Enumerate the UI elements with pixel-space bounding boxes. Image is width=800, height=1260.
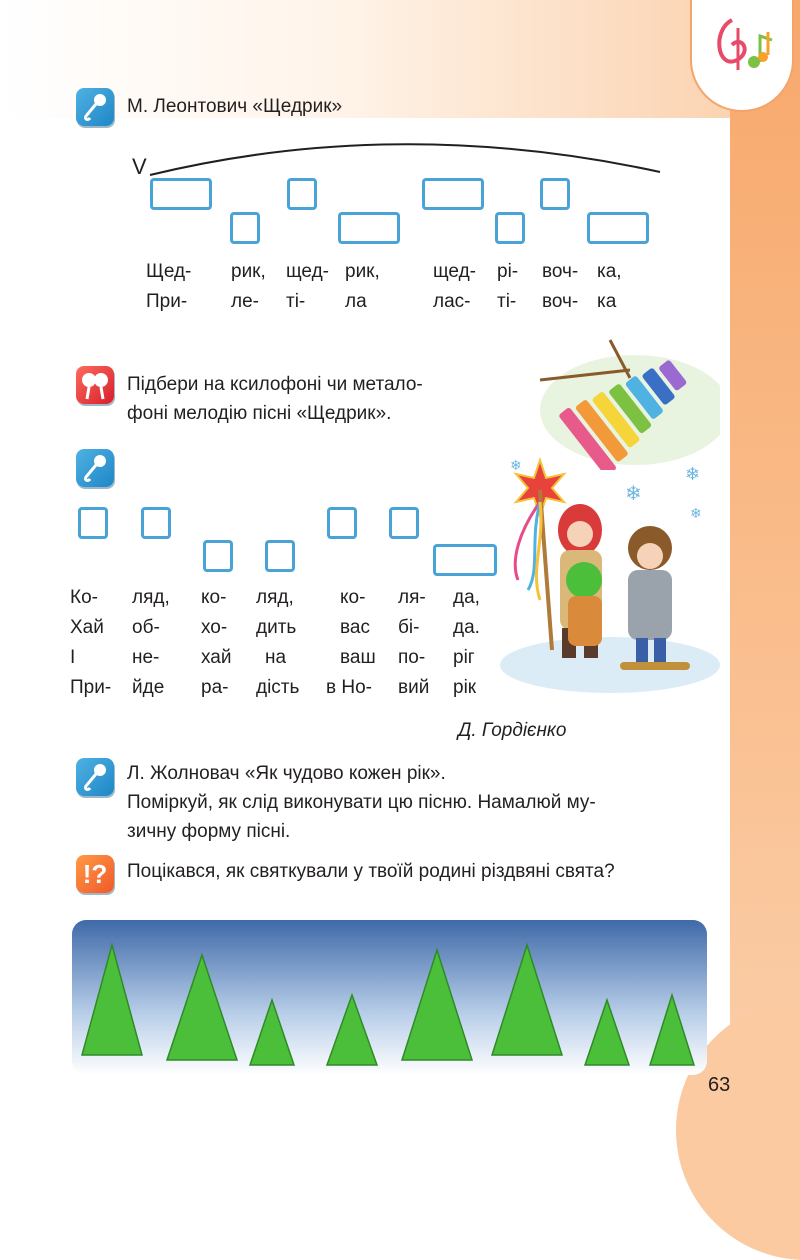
lyric-syllable: ля-: [398, 587, 426, 608]
melody-note: [587, 212, 649, 244]
microphone-icon: [76, 88, 114, 126]
lyric-syllable: І: [70, 647, 76, 668]
lyric-syllable: ті-: [497, 291, 517, 312]
lyric-syllable: ляд,: [256, 587, 294, 608]
lyric-syllable: щед-: [286, 261, 329, 282]
melody-note: [287, 178, 317, 210]
lyric-syllable: об-: [132, 617, 160, 638]
lyric-syllable: на: [265, 647, 287, 668]
lyric-syllable: хо-: [201, 617, 228, 638]
maracas-icon: [76, 366, 114, 404]
xylophone-task-line1: Підбери на ксилофоні чи метало-: [127, 374, 423, 395]
carolers-illustration: [500, 450, 720, 695]
lyric-syllable: При-: [146, 291, 188, 312]
side-band: [730, 0, 800, 1158]
phrase-arc: [148, 130, 668, 180]
task-line: зичну форму пісні.: [127, 821, 291, 842]
melody-note: [203, 540, 233, 572]
task-line: Поміркуй, як слід виконувати цю пісню. Намалюй му-: [127, 792, 596, 813]
melody-note: [338, 212, 400, 244]
svg-text:❄: ❄: [625, 483, 642, 505]
xylophone-illustration: [530, 330, 720, 470]
lyric-syllable: ле-: [231, 291, 259, 312]
melody-note: [327, 507, 357, 539]
lyric-syllable: хай: [201, 647, 232, 668]
svg-text:❄: ❄: [690, 505, 702, 521]
lyric-syllable: рі-: [497, 261, 519, 282]
microphone-icon: [76, 758, 114, 796]
lyric-syllable: ка: [597, 291, 617, 312]
lyric-syllable: не-: [132, 647, 160, 668]
microphone-icon: [76, 449, 114, 487]
lyric-syllable: ла: [345, 291, 367, 312]
lyric-syllable: воч-: [542, 291, 579, 312]
breath-mark: V: [132, 154, 147, 179]
song-title-yak-chudovo: Л. Жолновач «Як чудово кожен рік».: [127, 763, 446, 784]
music-emblem: [690, 0, 794, 112]
lyric-syllable: да.: [453, 617, 480, 638]
lyric-syllable: ко-: [340, 587, 366, 608]
lyric-syllable: вас: [340, 617, 370, 638]
lyric-syllable: ріг: [453, 647, 475, 668]
lyric-syllable: по-: [398, 647, 426, 668]
lyric-syllable: дить: [256, 617, 297, 638]
lyric-syllable: йде: [132, 677, 165, 698]
lyric-syllable: ка,: [597, 261, 622, 282]
lyric-syllable: да,: [453, 587, 480, 608]
melody-note: [495, 212, 525, 244]
winter-forest-illustration: [72, 920, 707, 1075]
lyric-syllable: ваш: [340, 647, 376, 668]
xylophone-task-line2: фоні мелодію пісні «Щедрик».: [127, 403, 392, 424]
lyric-syllable: рік: [453, 677, 477, 698]
lyric-syllable: При-: [70, 677, 112, 698]
question-icon: !?: [76, 855, 114, 893]
svg-text:❄: ❄: [685, 464, 701, 484]
lyric-syllable: ра-: [201, 677, 229, 698]
author-credit: Д. Гордієнко: [458, 720, 567, 741]
lyric-syllable: дість: [256, 677, 300, 698]
lyric-syllable: Хай: [70, 617, 104, 638]
lyric-syllable: воч-: [542, 261, 579, 282]
melody-note: [540, 178, 570, 210]
lyric-syllable: лас-: [433, 291, 471, 312]
melody-note: [141, 507, 171, 539]
melody-note: [389, 507, 419, 539]
lyric-syllable: ко-: [201, 587, 227, 608]
lyric-syllable: рик,: [231, 261, 266, 282]
svg-text:❄: ❄: [510, 457, 522, 473]
melody-note: [230, 212, 260, 244]
song-title-shchedryk: М. Леонтович «Щедрик»: [127, 96, 343, 117]
melody-note: [265, 540, 295, 572]
melody-note: [422, 178, 484, 210]
lyric-syllable: рик,: [345, 261, 380, 282]
lyric-syllable: бі-: [398, 617, 420, 638]
lyric-syllable: вий: [398, 677, 430, 698]
melody-note: [433, 544, 497, 576]
question-text: Поцікався, як святкували у твоїй родині різдвяні свята?: [127, 861, 615, 882]
melody-note: [150, 178, 212, 210]
music-clef-icon: [692, 0, 792, 100]
lyric-syllable: в Но-: [326, 677, 372, 698]
page-number: 63: [708, 1074, 731, 1096]
lyric-syllable: щед-: [433, 261, 476, 282]
lyric-syllable: Щед-: [146, 261, 192, 282]
melody-note: [78, 507, 108, 539]
lyric-syllable: Ко-: [70, 587, 98, 608]
lyric-syllable: ляд,: [132, 587, 170, 608]
lyric-syllable: ті-: [286, 291, 306, 312]
